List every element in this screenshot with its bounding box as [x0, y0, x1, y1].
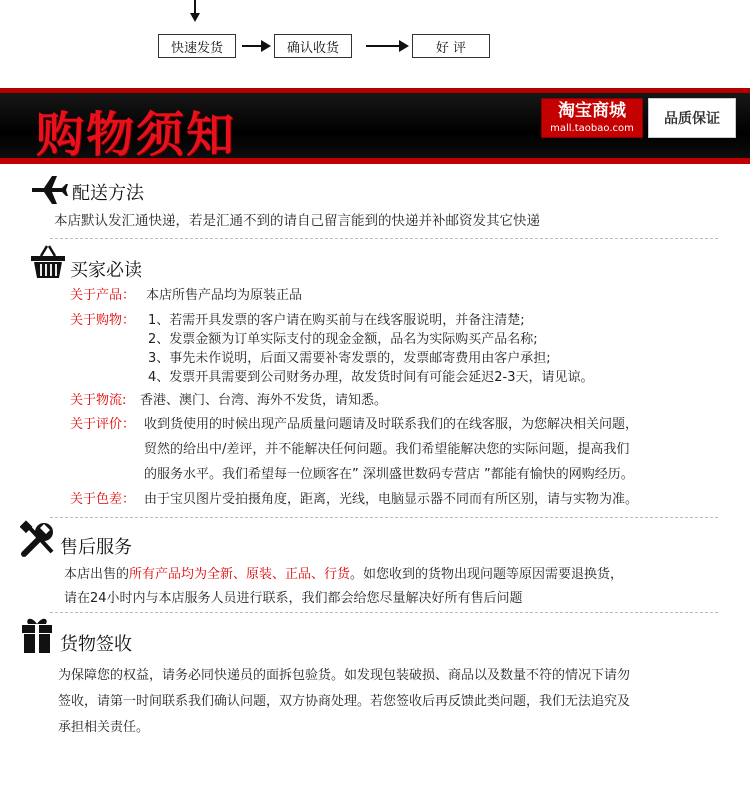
product-label: 关于产品：	[70, 288, 136, 303]
after-sales-line1	[64, 563, 623, 582]
tmall-logo	[541, 98, 643, 138]
flow-step-label: 确认收货	[286, 40, 339, 56]
product-text: 本店所售产品均为原装正品	[146, 288, 303, 303]
flow-arrow-line	[242, 45, 262, 47]
purchase-item: 1、若需开具发票的客户请在购买前与在线客服说明，并备注清楚;	[148, 313, 525, 328]
flow-down-arrow	[190, 13, 200, 22]
logistics-label: 关于物流:	[70, 393, 127, 408]
flow-arrow-head	[399, 40, 409, 52]
buyer-title: 买家必读	[70, 260, 142, 281]
color-text: 由于宝贝图片受拍摄角度，距离，光线，电脑显示器不同而有所区别，请与实物为准。	[144, 492, 639, 507]
divider	[50, 612, 718, 613]
after-sales-title: 售后服务	[60, 537, 132, 558]
flow-down-line	[194, 0, 196, 14]
flow-arrow-head	[261, 40, 271, 52]
divider	[50, 517, 718, 518]
review-line: 收到货使用的时候出现产品质量问题请及时联系我们的在线客服，为您解决相关问题，	[144, 417, 639, 432]
review-line: 的服务水平。我们希望每一位顾客在” 深圳盛世数码专营店 ”都能有愉快的网购经历。	[144, 467, 634, 482]
color-label: 关于色差：	[70, 492, 136, 507]
airplane-icon	[30, 174, 68, 206]
quality-badge: 品质保证	[648, 98, 736, 138]
gift-icon	[20, 616, 54, 654]
flow-step-label: 好 评	[435, 40, 467, 56]
purchase-item: 2、发票金额为订单实际支付的现金金额，品名为实际购买产品名称;	[148, 332, 538, 347]
banner-top-stripe	[0, 88, 750, 93]
shipping-title: 配送方法	[72, 183, 144, 204]
tmall-name: 淘宝商城	[558, 101, 626, 121]
banner-title: 购物须知	[36, 107, 237, 163]
flow-step-confirm	[274, 34, 352, 58]
purchase-item: 3、事先未作说明，后面又需要补寄发票的，发票邮寄费用由客户承担;	[148, 351, 551, 366]
shipping-text: 本店默认发汇通快递，若是汇通不到的请自己留言能到的快递并补邮资发其它快递	[54, 213, 540, 229]
flow-step-review	[412, 34, 490, 58]
logistics-text: 香港、澳门、台湾、海外不发货，请知悉。	[140, 393, 388, 408]
purchase-label: 关于购物：	[70, 313, 136, 328]
purchase-item: 4、发票开具需要到公司财务办理，故发货时间有可能会延迟2-3天，请见谅。	[148, 370, 594, 385]
tools-icon	[20, 520, 58, 558]
after-sales-line2: 请在24小时内与本店服务人员进行联系，我们都会给您尽量解决好所有售后问题	[64, 591, 523, 606]
receipt-line: 承担相关责任。	[58, 720, 150, 735]
review-line: 贸然的给出中/差评，并不能解决任何问题。我们希望能解决您的实际问题，提高我们	[144, 442, 630, 457]
review-label: 关于评价：	[70, 417, 136, 432]
flow-step-fast-ship	[158, 34, 236, 58]
receipt-line: 为保障您的权益，请务必同快递员的面拆包验货。如发现包装破损、商品以及数量不符的情况下请勿	[58, 668, 631, 683]
flow-arrow-line	[366, 45, 400, 47]
after-sales-post: 。如您收到的货物出现问题等原因需要退换货，	[350, 567, 624, 582]
basket-icon	[30, 244, 66, 280]
receipt-line: 签收，请第一时间联系我们确认问题，双方协商处理。若您签收后再反馈此类问题，我们无法追究及	[58, 694, 631, 709]
receipt-title: 货物签收	[60, 634, 132, 655]
after-sales-highlight: 所有产品均为全新、原装、正品、行货	[129, 567, 351, 582]
after-sales-pre: 本店出售的	[64, 567, 130, 582]
flow-step-label: 快速发货	[170, 40, 223, 56]
divider	[50, 238, 718, 239]
tmall-url: mall.taobao.com	[550, 123, 634, 134]
